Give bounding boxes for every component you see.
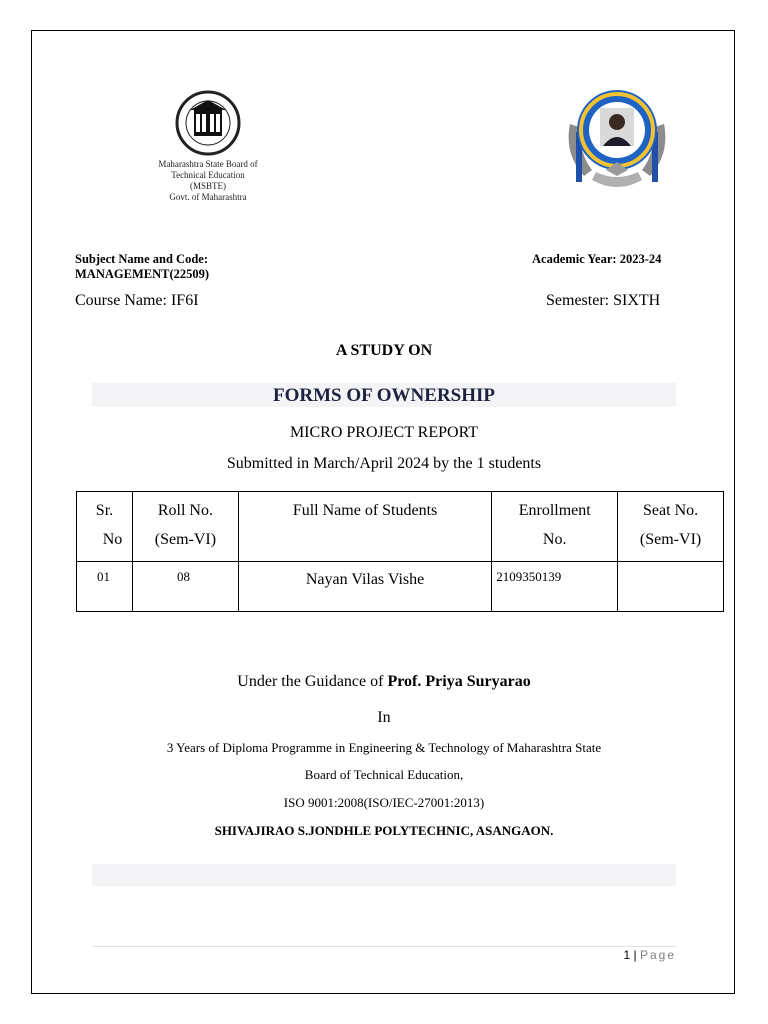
- page-number: [623, 948, 676, 962]
- submitted-line: Submitted in March/April 2024 by the 1 students: [226, 455, 542, 472]
- subject-value: MANAGEMENT(22509): [75, 267, 210, 281]
- header-full-name: Full Name of Students: [238, 492, 491, 562]
- guidance-prefix: Under the Guidance of: [237, 673, 388, 690]
- cell-sr: 01: [77, 562, 133, 612]
- table-header-row: [77, 492, 724, 562]
- iso-line: ISO 9001:2008(ISO/IEC-27001:2013): [283, 795, 485, 810]
- msbte-logo: [128, 90, 288, 208]
- page-number-value: 1: [623, 948, 631, 962]
- footer-divider: [93, 946, 676, 947]
- report-type: MICRO PROJECT REPORT: [289, 424, 479, 441]
- bottom-band: [92, 864, 676, 886]
- logo-line-1: Maharashtra State Board of: [158, 159, 258, 169]
- institute-logo: [562, 84, 672, 196]
- page-label: Page: [639, 948, 676, 962]
- semester: Semester: SIXTH: [546, 292, 661, 309]
- cell-name: Nayan Vilas Vishe: [238, 562, 491, 612]
- course-name: Course Name: IF6I: [75, 292, 199, 309]
- subject-label: Subject Name and Code:: [75, 252, 208, 266]
- cell-roll: 08: [132, 562, 238, 612]
- academic-year: Academic Year: 2023-24: [532, 252, 662, 266]
- students-table: [76, 491, 724, 612]
- table-row: [77, 562, 724, 612]
- study-on-heading: A STUDY ON: [335, 342, 433, 359]
- cell-seat: [618, 562, 724, 612]
- institute-name: SHIVAJIRAO S.JONDHLE POLYTECHNIC, ASANGAON.: [214, 823, 554, 838]
- logo-line-4: Govt. of Maharashtra: [169, 192, 247, 202]
- programme-line-1: 3 Years of Diploma Programme in Engineering & Technology of Maharashtra State: [166, 740, 602, 755]
- logo-line-2: Technical Education: [171, 170, 245, 180]
- cell-enrollment: 2109350139: [492, 562, 618, 612]
- header-roll-no: Roll No. (Sem-VI): [132, 492, 238, 562]
- header-enrollment: Enrollment No.: [492, 492, 618, 562]
- header-sr-no: Sr. No: [77, 492, 133, 562]
- in-text: In: [377, 709, 391, 726]
- programme-line-2: Board of Technical Education,: [304, 767, 464, 782]
- guidance-line: [0, 673, 768, 691]
- logo-line-3: (MSBTE): [190, 181, 226, 191]
- header-seat-no: Seat No. (Sem-VI): [618, 492, 724, 562]
- guide-name: Prof. Priya Suryarao: [387, 673, 531, 690]
- topic-title: FORMS OF OWNERSHIP: [272, 385, 496, 406]
- page-separator: |: [630, 948, 640, 962]
